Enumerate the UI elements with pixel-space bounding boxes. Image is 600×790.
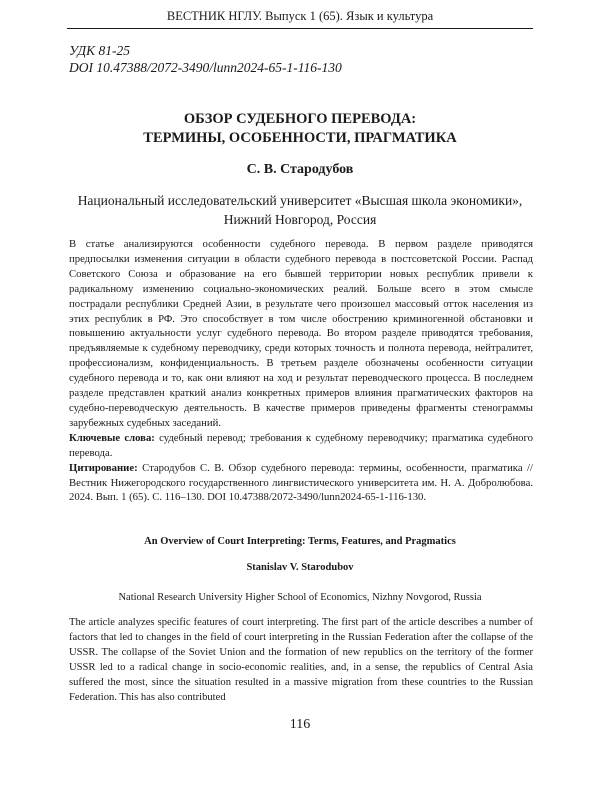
affiliation-en: National Research University Higher School of Economics, Nizhny Novgorod, Russia (118, 592, 482, 603)
article-title-ru (67, 110, 533, 148)
doi: DOI 10.47388/2072-3490/lunn2024-65-1-116-130 (69, 60, 342, 75)
header-rule (67, 28, 533, 29)
running-head: ВЕСТНИК НГЛУ. Выпуск 1 (65). Язык и культура (166, 9, 434, 23)
abstract-en-block (69, 616, 533, 705)
citation-label: Цитирование: (69, 461, 138, 474)
affiliation-ru-line-1: Национальный исследовательский университет «Высшая школа экономики», (77, 193, 523, 208)
title-ru-line-1: ОБЗОР СУДЕБНОГО ПЕРЕВОДА: (183, 111, 417, 127)
page-number: 116 (289, 717, 311, 732)
abstract-ru-block (69, 237, 533, 505)
abstract-en: The article analyzes specific features of court interpreting. The first part of the article describes a number of factors that led to changes in the field of court interpreting in the Russian Federation after the collapse of the USSR. The collapse of the Soviet Union and the formation of new republics on the territory of the former USSR led to a radical change in socio-economic realities, and, in a sense, the republics of Central Asia suffered the most, since the situation resulted in a massive migration from these countries to the Russian Federation. This has also contributed (69, 617, 533, 703)
keywords (69, 431, 533, 461)
keywords-text: судебный перевод; требования к судебному переводчику; прагматика судебного перевода. (69, 431, 533, 459)
abstract-ru: В статье анализируются особенности судебного перевода. В первом разделе приводятся предпосылки изменения ситуации в области судебного перевода в постсоветской России. Распад Советского Союза и образование на его бывшей территории новых республик привели к радикальному изменению социально-экономических реалий. Больше всего в этом смысле пострадали республики Средней Азии, в результате чего произошел массовый отток населения из этих республик в РФ. Это способствует в том числе обострению криминогенной обстановки и повышению актуальности услуг судебного перевода. Во втором разделе приводятся требования, предъявляемые к судебному переводчику, среди которых точность и полнота перевода, нейтралитет, профессионализм, конфиденциальность. В третьем разделе обозначены особенности ситуации судебного перевода и то, как они влияют на ход и результат переводческого процесса. В последнем разделе представлен краткий анализ конкретных примеров влияния прагматических факторов на судебно-переводческую деятельность. В качестве примеров приведены фрагменты стенограммы зарубежных судебных заседаний. (69, 238, 533, 429)
keywords-label: Ключевые слова: (69, 431, 155, 444)
author-en: Stanislav V. Starodubov (246, 562, 354, 573)
author-ru: С. В. Стародубов (246, 162, 354, 177)
citation-text: Стародубов С. В. Обзор судебного перевода: термины, особенности, прагматика // Вестник Нижегородского государственного лингвистического университета им. Н. А. Добролюбова. 2024. Вып. 1 (65). С. 116–130. DOI 10.47388/2072-3490/lunn2024-65-1-116-130. (69, 461, 533, 504)
article-meta (69, 42, 342, 76)
affiliation-ru-line-2: Нижний Новгород, Россия (223, 212, 377, 227)
citation (69, 461, 533, 506)
article-title-en: An Overview of Court Interpreting: Terms, Features, and Pragmatics (144, 536, 456, 547)
affiliation-ru (67, 191, 533, 229)
udk-code: УДК 81-25 (69, 43, 130, 58)
title-ru-line-2: ТЕРМИНЫ, ОСОБЕННОСТИ, ПРАГМАТИКА (143, 130, 457, 146)
